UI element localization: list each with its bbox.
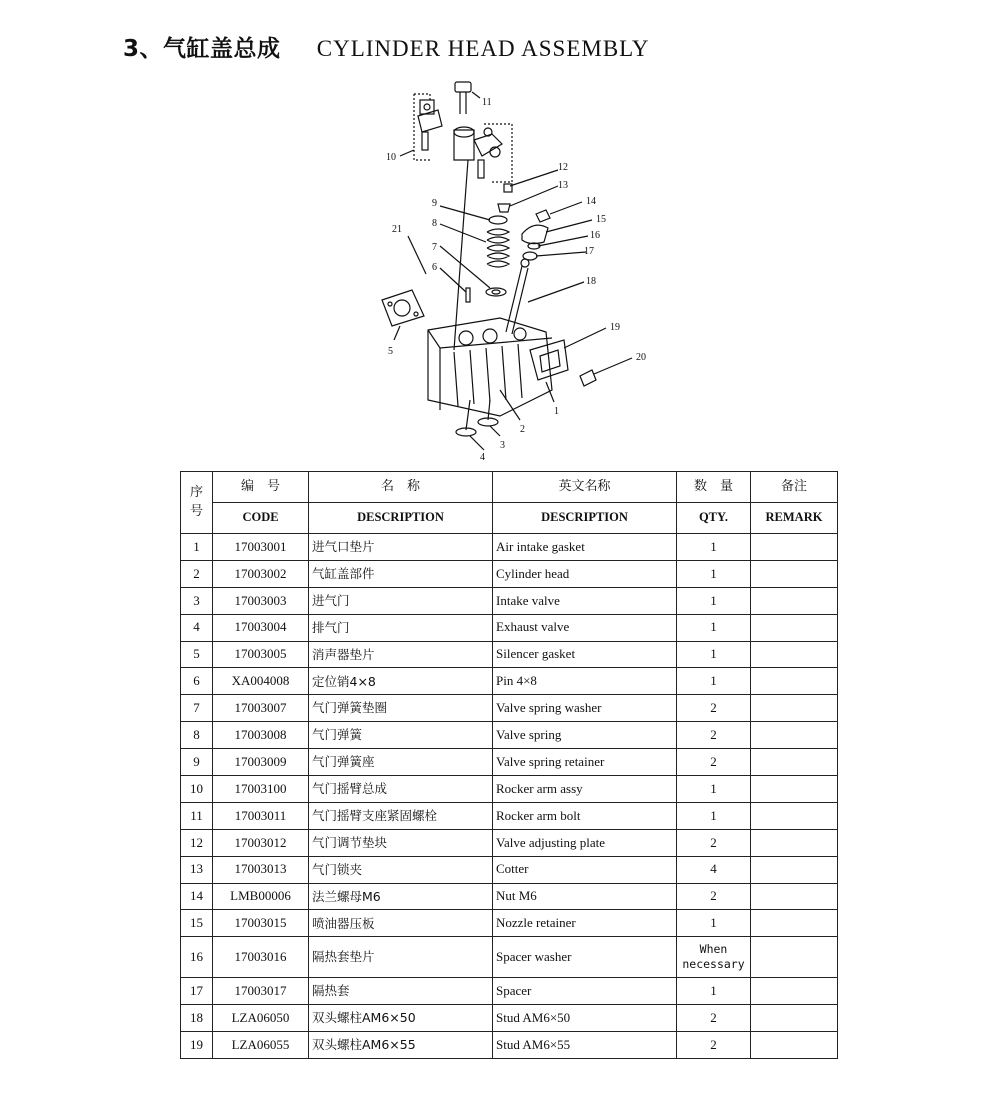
table-row [181,668,838,695]
callout-16: 16 [590,230,600,241]
part-code: 17003002 [213,560,309,587]
table-row [181,978,838,1005]
part-code: 17003001 [213,534,309,561]
table-row [181,829,838,856]
row-number: 15 [181,910,213,937]
part-code: 17003003 [213,587,309,614]
callout-11: 11 [482,97,492,108]
callout-20: 20 [636,352,646,363]
callout-18: 18 [586,276,596,287]
row-number: 11 [181,802,213,829]
table-row [181,937,838,978]
part-qty: 1 [677,587,751,614]
part-name-en: Rocker arm assy [493,776,677,803]
callout-7: 7 [432,242,437,253]
part-remark [751,802,838,829]
part-name-en: Stud AM6×55 [493,1032,677,1059]
part-name-en: Silencer gasket [493,641,677,668]
part-remark [751,614,838,641]
callout-2: 2 [520,424,525,435]
row-number: 7 [181,695,213,722]
part-name-cn: 气缸盖部件 [309,560,493,587]
part-name-cn: 双头螺柱AM6×50 [309,1005,493,1032]
table-row [181,856,838,883]
part-name-en: Nut M6 [493,883,677,910]
part-name-cn: 气门摇臂总成 [309,776,493,803]
part-name-cn: 气门弹簧座 [309,749,493,776]
part-remark [751,937,838,978]
row-number: 18 [181,1005,213,1032]
callout-19: 19 [610,322,620,333]
part-qty: 2 [677,749,751,776]
part-remark [751,829,838,856]
part-code: 17003100 [213,776,309,803]
header-desc-en: DESCRIPTION [493,503,677,534]
table-row [181,641,838,668]
header-no: 序号 [181,472,213,534]
callout-3: 3 [500,440,505,451]
part-qty: 1 [677,802,751,829]
part-name-en: Pin 4×8 [493,668,677,695]
header-remark-cn: 备注 [751,472,838,503]
part-code: 17003007 [213,695,309,722]
row-number: 5 [181,641,213,668]
part-name-cn: 气门弹簧垫圈 [309,695,493,722]
part-qty: 4 [677,856,751,883]
row-number: 10 [181,776,213,803]
part-name-cn: 定位销4×8 [309,668,493,695]
header-row-chinese [181,472,838,503]
table-row [181,534,838,561]
table-row [181,1032,838,1059]
part-name-cn: 喷油器压板 [309,910,493,937]
exploded-view-diagram [370,70,670,465]
part-qty: 1 [677,978,751,1005]
part-qty: 2 [677,1005,751,1032]
callout-1: 1 [554,406,559,417]
part-code: LZA06050 [213,1005,309,1032]
parts-table-body [181,534,838,1059]
header-row-english [181,503,838,534]
part-remark [751,641,838,668]
part-name-cn: 气门调节垫块 [309,829,493,856]
row-number: 3 [181,587,213,614]
part-qty: 1 [677,614,751,641]
part-code: 17003012 [213,829,309,856]
row-number: 8 [181,722,213,749]
part-name-cn: 进气口垫片 [309,534,493,561]
callout-14: 14 [586,196,596,207]
parts-table [180,471,838,1059]
part-remark [751,776,838,803]
row-number: 14 [181,883,213,910]
part-qty: 1 [677,668,751,695]
part-name-cn: 排气门 [309,614,493,641]
table-row [181,1005,838,1032]
part-remark [751,1005,838,1032]
part-qty: 2 [677,722,751,749]
part-remark [751,534,838,561]
part-code: 17003013 [213,856,309,883]
part-qty: 1 [677,910,751,937]
table-row [181,749,838,776]
part-remark [751,856,838,883]
callout-10: 10 [386,152,396,163]
callout-6: 6 [432,262,437,273]
part-name-en: Spacer washer [493,937,677,978]
cylinder-head-drawing [370,70,670,465]
row-number: 17 [181,978,213,1005]
row-number: 12 [181,829,213,856]
part-remark [751,910,838,937]
part-remark [751,749,838,776]
part-name-en: Valve spring retainer [493,749,677,776]
part-name-en: Rocker arm bolt [493,802,677,829]
header-desc-en-cn: 英文名称 [493,472,677,503]
part-code: 17003015 [213,910,309,937]
part-remark [751,883,838,910]
part-qty: 1 [677,534,751,561]
title-chinese: 3、气缸盖总成 [123,36,281,62]
part-remark [751,587,838,614]
part-remark [751,668,838,695]
part-code: 17003011 [213,802,309,829]
part-code: 17003005 [213,641,309,668]
part-name-cn: 气门弹簧 [309,722,493,749]
part-remark [751,560,838,587]
callout-4: 4 [480,452,485,463]
row-number: 13 [181,856,213,883]
part-qty: 2 [677,829,751,856]
part-name-en: Air intake gasket [493,534,677,561]
callout-21: 21 [392,224,402,235]
part-code: LZA06055 [213,1032,309,1059]
row-number: 2 [181,560,213,587]
table-row [181,722,838,749]
part-code: 17003004 [213,614,309,641]
row-number: 16 [181,937,213,978]
table-row [181,910,838,937]
header-desc-cn: 名 称 [309,472,493,503]
table-row [181,802,838,829]
part-name-cn: 法兰螺母M6 [309,883,493,910]
callout-15: 15 [596,214,606,225]
callout-5: 5 [388,346,393,357]
title-english: CYLINDER HEAD ASSEMBLY [316,36,650,61]
part-name-cn: 隔热套垫片 [309,937,493,978]
row-number: 6 [181,668,213,695]
header-desc-cn-en: DESCRIPTION [309,503,493,534]
part-name-en: Cotter [493,856,677,883]
part-code: 17003016 [213,937,309,978]
part-name-en: Valve adjusting plate [493,829,677,856]
part-name-en: Stud AM6×50 [493,1005,677,1032]
part-qty: When necessary [677,937,751,978]
table-row [181,776,838,803]
part-code: 17003017 [213,978,309,1005]
callout-8: 8 [432,218,437,229]
part-qty: 2 [677,1032,751,1059]
callout-13: 13 [558,180,568,191]
part-remark [751,978,838,1005]
header-code-cn: 编 号 [213,472,309,503]
table-row [181,883,838,910]
callout-9: 9 [432,198,437,209]
part-remark [751,1032,838,1059]
callout-12: 12 [558,162,568,173]
part-qty: 1 [677,776,751,803]
part-name-en: Spacer [493,978,677,1005]
part-name-cn: 双头螺柱AM6×55 [309,1032,493,1059]
page-title [123,30,650,63]
part-code: 17003009 [213,749,309,776]
header-qty-cn: 数 量 [677,472,751,503]
part-code: LMB00006 [213,883,309,910]
part-qty: 2 [677,883,751,910]
row-number: 4 [181,614,213,641]
callout-17: 17 [584,246,594,257]
table-row [181,614,838,641]
row-number: 9 [181,749,213,776]
part-name-en: Valve spring [493,722,677,749]
part-name-cn: 消声器垫片 [309,641,493,668]
table-row [181,560,838,587]
part-qty: 1 [677,560,751,587]
table-row [181,587,838,614]
part-name-cn: 隔热套 [309,978,493,1005]
part-name-en: Exhaust valve [493,614,677,641]
part-name-cn: 进气门 [309,587,493,614]
part-name-en: Cylinder head [493,560,677,587]
part-name-cn: 气门摇臂支座紧固螺栓 [309,802,493,829]
part-name-en: Nozzle retainer [493,910,677,937]
part-name-cn: 气门锁夹 [309,856,493,883]
part-name-en: Valve spring washer [493,695,677,722]
table-row [181,695,838,722]
header-remark-en: REMARK [751,503,838,534]
part-qty: 2 [677,695,751,722]
row-number: 19 [181,1032,213,1059]
part-name-en: Intake valve [493,587,677,614]
part-remark [751,722,838,749]
part-code: XA004008 [213,668,309,695]
part-qty: 1 [677,641,751,668]
part-remark [751,695,838,722]
row-number: 1 [181,534,213,561]
part-code: 17003008 [213,722,309,749]
header-code-en: CODE [213,503,309,534]
header-qty-en: QTY. [677,503,751,534]
